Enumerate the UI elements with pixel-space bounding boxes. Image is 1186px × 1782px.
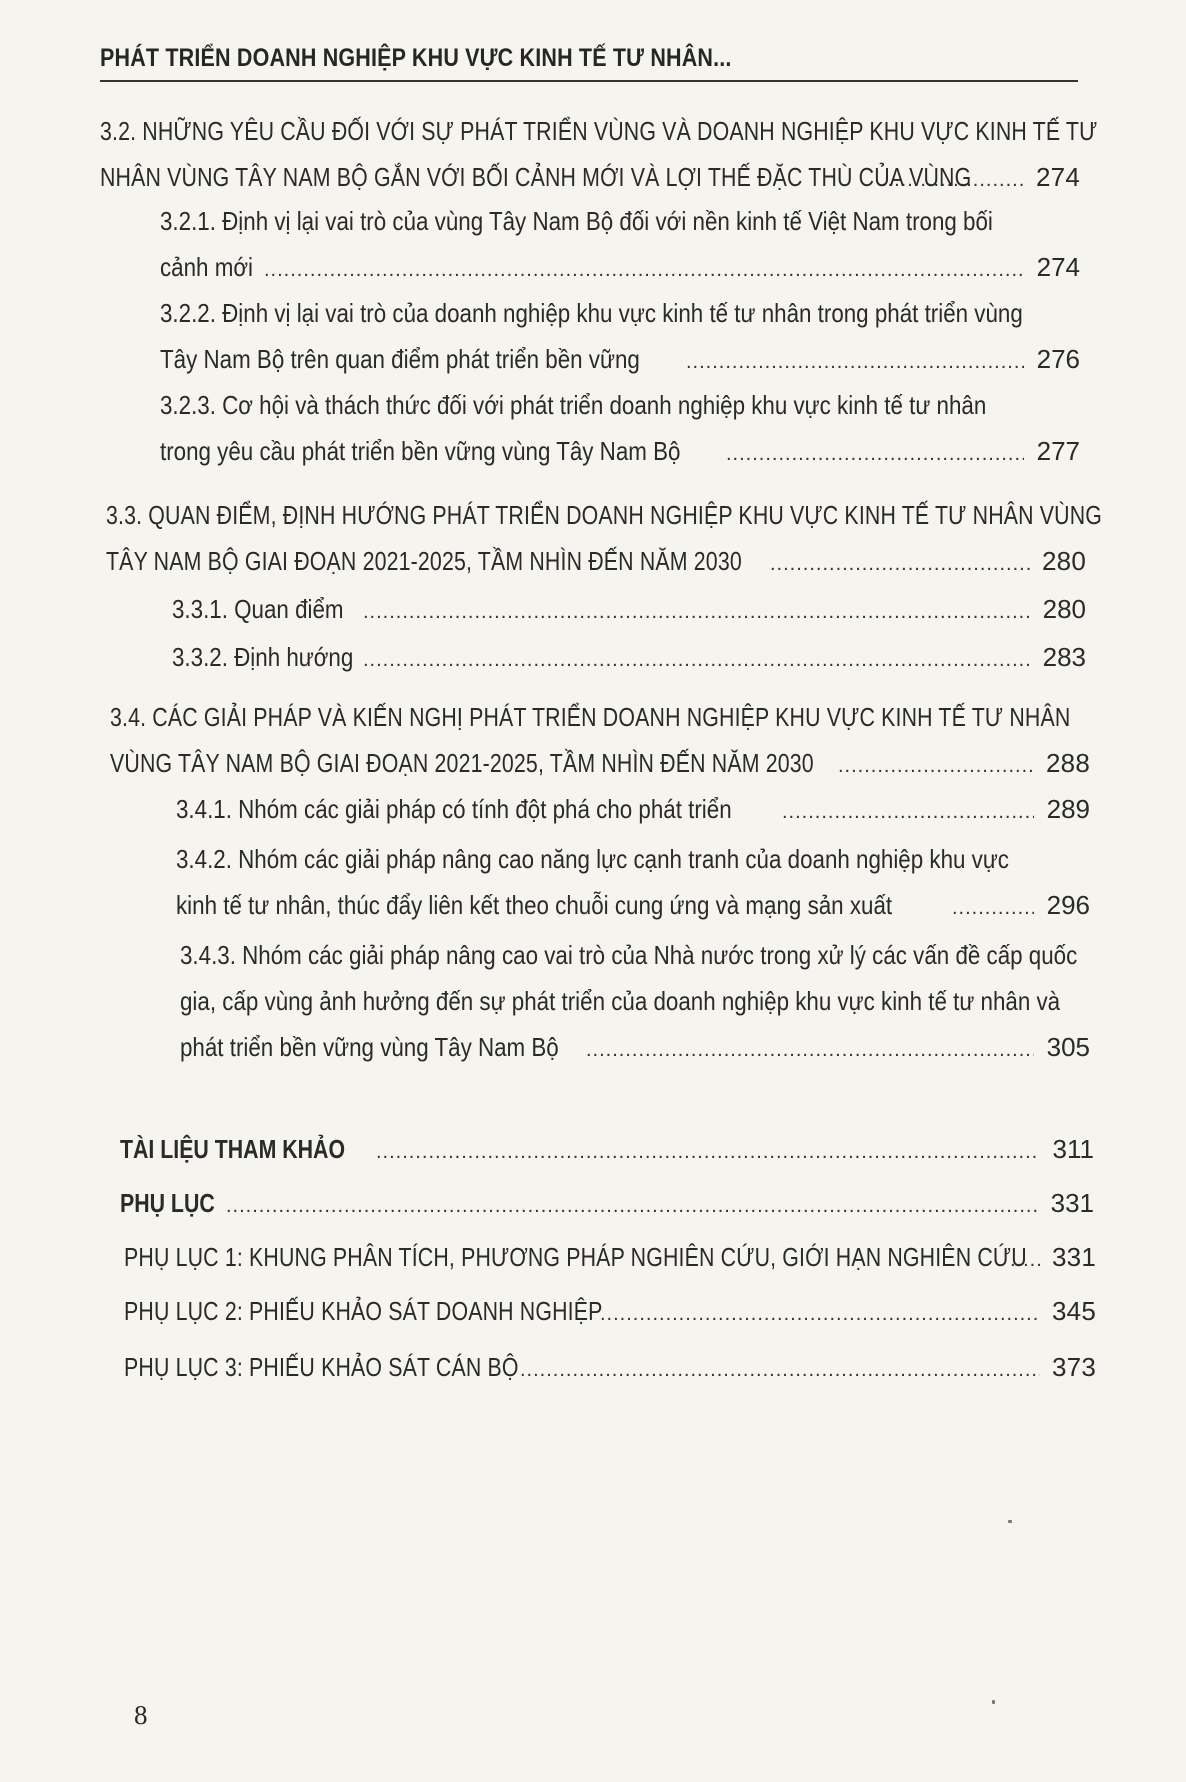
toc-entry-text: gia, cấp vùng ảnh hưởng đến sự phát triển của doanh nghiệp khu vực kinh tế tư nhân và (180, 986, 1061, 1016)
toc-entry-text: cảnh mới (160, 252, 253, 282)
toc-entry-appendix-2 (124, 1288, 1096, 1334)
toc-entry-3-4-1 (176, 786, 1090, 832)
toc-entry-text: phát triển bền vững vùng Tây Nam Bộ (180, 1032, 559, 1062)
toc-entry-text: TÀI LIỆU THAM KHẢO (120, 1134, 346, 1164)
toc-entry-text: trong yêu cầu phát triển bền vững vùng Tây Nam Bộ (160, 436, 681, 466)
toc-entry-text: kinh tế tư nhân, thúc đẩy liên kết theo chuỗi cung ứng và mạng sản xuất (176, 890, 893, 920)
toc-page-number: 288 (1046, 748, 1090, 778)
toc-page-number: 305 (1046, 1032, 1090, 1062)
toc-entry-references (120, 1126, 1094, 1172)
dot-leader (952, 885, 1034, 931)
toc-entry-text: 3.4.2. Nhóm các giải pháp nâng cao năng lực cạnh tranh của doanh nghiệp khu vực (176, 844, 1009, 874)
toc-entry-text: PHỤ LỤC (120, 1188, 215, 1218)
toc-page-number: 311 (1052, 1134, 1094, 1164)
toc-entry-appendix-1 (124, 1234, 1096, 1280)
toc-entry-3-3-1 (172, 586, 1086, 632)
toc-entry-text: 3.4. CÁC GIẢI PHÁP VÀ KIẾN NGHỊ PHÁT TRIỂN DOANH NGHIỆP KHU VỰC KINH TẾ TƯ NHÂN (110, 702, 1071, 732)
page-number: 8 (134, 1700, 148, 1730)
toc-entry-text: 3.3.2. Định hướng (172, 642, 354, 672)
toc-entry-text: 3.4.1. Nhóm các giải pháp có tính đột phá cho phát triển (176, 794, 732, 824)
paper-speck (1008, 1520, 1012, 1523)
toc-page-number: 331 (1050, 1188, 1094, 1218)
toc-entry-text: VÙNG TÂY NAM BỘ GIAI ĐOẠN 2021-2025, TẦM NHÌN ĐẾN NĂM 2030 (110, 748, 814, 778)
toc-page-number: 289 (1046, 794, 1090, 824)
toc-entry-3-4-2 (176, 836, 1090, 928)
toc-page-number: 373 (1052, 1352, 1096, 1382)
toc-page-number: 331 (1052, 1242, 1096, 1272)
toc-page-number: 345 (1052, 1296, 1096, 1326)
toc-entry-3-3 (106, 492, 1103, 584)
toc-entry-3-3-2 (172, 634, 1086, 680)
header-rule (100, 80, 1078, 82)
dot-leader (600, 1291, 1040, 1337)
toc-entry-text: PHỤ LỤC 3: PHIẾU KHẢO SÁT CÁN BỘ (124, 1352, 519, 1382)
dot-leader (782, 789, 1034, 835)
dot-leader (376, 1129, 1038, 1175)
toc-entry-text: 3.4.3. Nhóm các giải pháp nâng cao vai trò của Nhà nước trong xử lý các vấn đề cấp quốc (180, 940, 1078, 970)
toc-entry-text: NHÂN VÙNG TÂY NAM BỘ GẮN VỚI BỐI CẢNH MỚI VÀ LỢI THẾ ĐẶC THÙ CỦA VÙNG (100, 162, 972, 192)
toc-page-number: 280 (1042, 546, 1086, 576)
toc-page-number: 276 (1036, 344, 1080, 374)
toc-entry-text: 3.3. QUAN ĐIỂM, ĐỊNH HƯỚNG PHÁT TRIỂN DOANH NGHIỆP KHU VỰC KINH TẾ TƯ NHÂN VÙNG (106, 500, 1103, 530)
dot-leader (586, 1027, 1034, 1073)
dot-leader (226, 1183, 1038, 1229)
toc-entry-text: Tây Nam Bộ trên quan điểm phát triển bền vững (160, 344, 640, 374)
toc-entry-3-2-3 (160, 382, 1080, 474)
toc-page-number: 274 (1036, 162, 1080, 192)
toc-entry-3-2 (100, 108, 1098, 200)
dot-leader (264, 247, 1024, 293)
paper-speck (992, 1700, 995, 1704)
toc-page-number: 296 (1046, 890, 1090, 920)
toc-entry-text: 3.2. NHỮNG YÊU CẦU ĐỐI VỚI SỰ PHÁT TRIỂN VÙNG VÀ DOANH NGHIỆP KHU VỰC KINH TẾ TƯ (100, 116, 1098, 146)
toc-entry-text: 3.2.1. Định vị lại vai trò của vùng Tây Nam Bộ đối với nền kinh tế Việt Nam trong bối (160, 206, 993, 236)
dot-leader (838, 743, 1034, 789)
toc-entry-appendix-3 (124, 1344, 1096, 1390)
dot-leader (686, 339, 1024, 385)
dot-leader (363, 637, 1030, 683)
toc-page-number: 274 (1036, 252, 1080, 282)
toc-entry-3-2-2 (160, 290, 1080, 382)
dot-leader (770, 541, 1030, 587)
toc-entry-text: PHỤ LỤC 2: PHIẾU KHẢO SÁT DOANH NGHIỆP (124, 1296, 603, 1326)
toc-entry-text: 3.3.1. Quan điểm (172, 594, 344, 624)
dot-leader (363, 589, 1030, 635)
dot-leader (726, 431, 1024, 477)
running-header: PHÁT TRIỂN DOANH NGHIỆP KHU VỰC KINH TẾ TƯ NHÂN... (100, 44, 732, 72)
toc-entry-text: 3.2.3. Cơ hội và thách thức đối với phát triển doanh nghiệp khu vực kinh tế tư nhân (160, 390, 987, 420)
toc-page-number: 283 (1042, 642, 1086, 672)
toc-entry-3-2-1 (160, 198, 1080, 290)
toc-entry-text: PHỤ LỤC 1: KHUNG PHÂN TÍCH, PHƯƠNG PHÁP NGHIÊN CỨU, GIỚI HẠN NGHIÊN CỨU (124, 1242, 1027, 1272)
toc-entry-text: 3.2.2. Định vị lại vai trò của doanh nghiệp khu vực kinh tế tư nhân trong phát triển vùng (160, 298, 1023, 328)
toc-entry-3-4-3 (180, 932, 1090, 1070)
dot-leader (520, 1347, 1040, 1393)
toc-entry-text: TÂY NAM BỘ GIAI ĐOẠN 2021-2025, TẦM NHÌN ĐẾN NĂM 2030 (106, 546, 742, 576)
toc-entry-3-4 (110, 694, 1090, 786)
toc-page-number: 280 (1042, 594, 1086, 624)
toc-page-number: 277 (1036, 436, 1080, 466)
toc-entry-appendix (120, 1180, 1094, 1226)
